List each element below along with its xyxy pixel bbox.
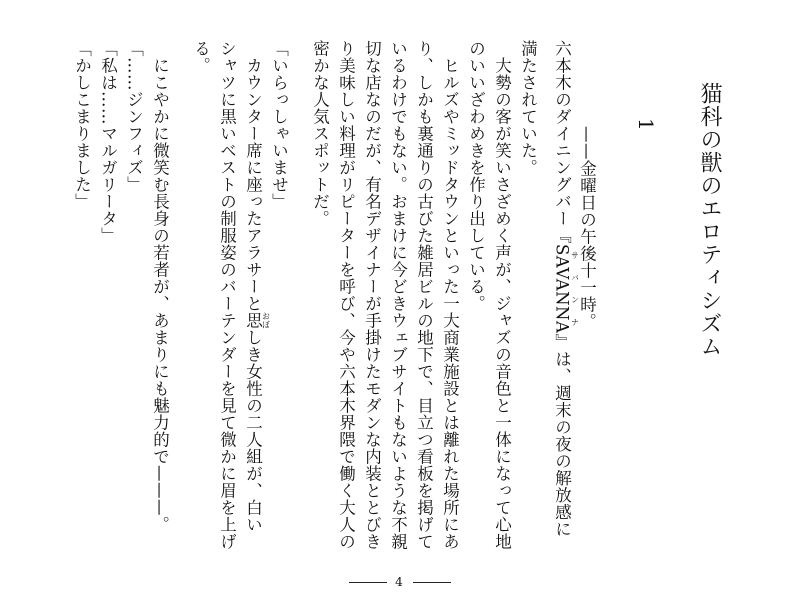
body-line-2: 六本木のダイニングバー『SAVANNA サバンナ』は、週末の夜の解放感に <box>552 40 580 538</box>
page-number-rule-left <box>349 582 387 583</box>
body-line-4: 大勢の客が笑いさざめく声が、ジャズの音色と一体になって心地 <box>492 40 512 550</box>
body-line-5: のいいざわめきを作り出している。 <box>466 40 486 312</box>
bar-name-ruby: サバンナ <box>570 244 580 334</box>
body-line-3: 満たされていた。 <box>518 40 538 176</box>
body-line-13: カウンター席に座ったアラサーと思 おぼしき女性の二人組が、白い <box>243 40 271 533</box>
chapter-title: 猫科の獣のエロティシズム <box>697 82 722 358</box>
body-line-15: る。 <box>191 40 211 74</box>
body-line-7: り、しかも裏通りの古びた雑居ビルの地下で、目立つ看板を掲げて <box>414 40 434 550</box>
page-number-rule-right <box>413 582 451 583</box>
chapter-number: 1 <box>634 118 658 131</box>
bar-name: SAVANNA <box>552 244 572 334</box>
omoshiki-ruby: おぼ <box>261 312 271 329</box>
body-line-12: 「いらっしゃいませ」 <box>269 40 289 210</box>
body-line-10: り美味しい料理がリピーターを呼び、今や六本木界隈で働く大人の <box>336 40 356 550</box>
body-line-8: いるわけでもない。おまけに今どきウェブサイトもないような不親 <box>388 40 408 550</box>
body-line-16: にこやかに微笑む長身の若者が、あまりにも魅力的で———。 <box>150 40 170 533</box>
body-line-11: 密かな人気スポットだ。 <box>310 40 330 227</box>
body-line-9: 切な店なのだが、有名デザイナーが手掛けたモダンな内装ととびき <box>362 40 382 550</box>
body-line-6: ヒルズやミッドタウンといった一大商業施設とは離れた場所にあ <box>440 40 460 550</box>
body-line-17: 「……ジンフィズ」 <box>124 40 144 193</box>
page-number: 4 <box>395 575 405 589</box>
page-footer <box>0 575 800 589</box>
body-line-1: ——金曜日の午後十一時。 <box>577 126 597 330</box>
body-line-19: 「かしこまりました」 <box>72 40 92 210</box>
body-line-14: シャツに黒いベストの制服姿のバーテンダーを見て微かに眉を上げ <box>217 40 237 550</box>
body-line-18: 「私は……マルガリータ」 <box>98 40 118 244</box>
